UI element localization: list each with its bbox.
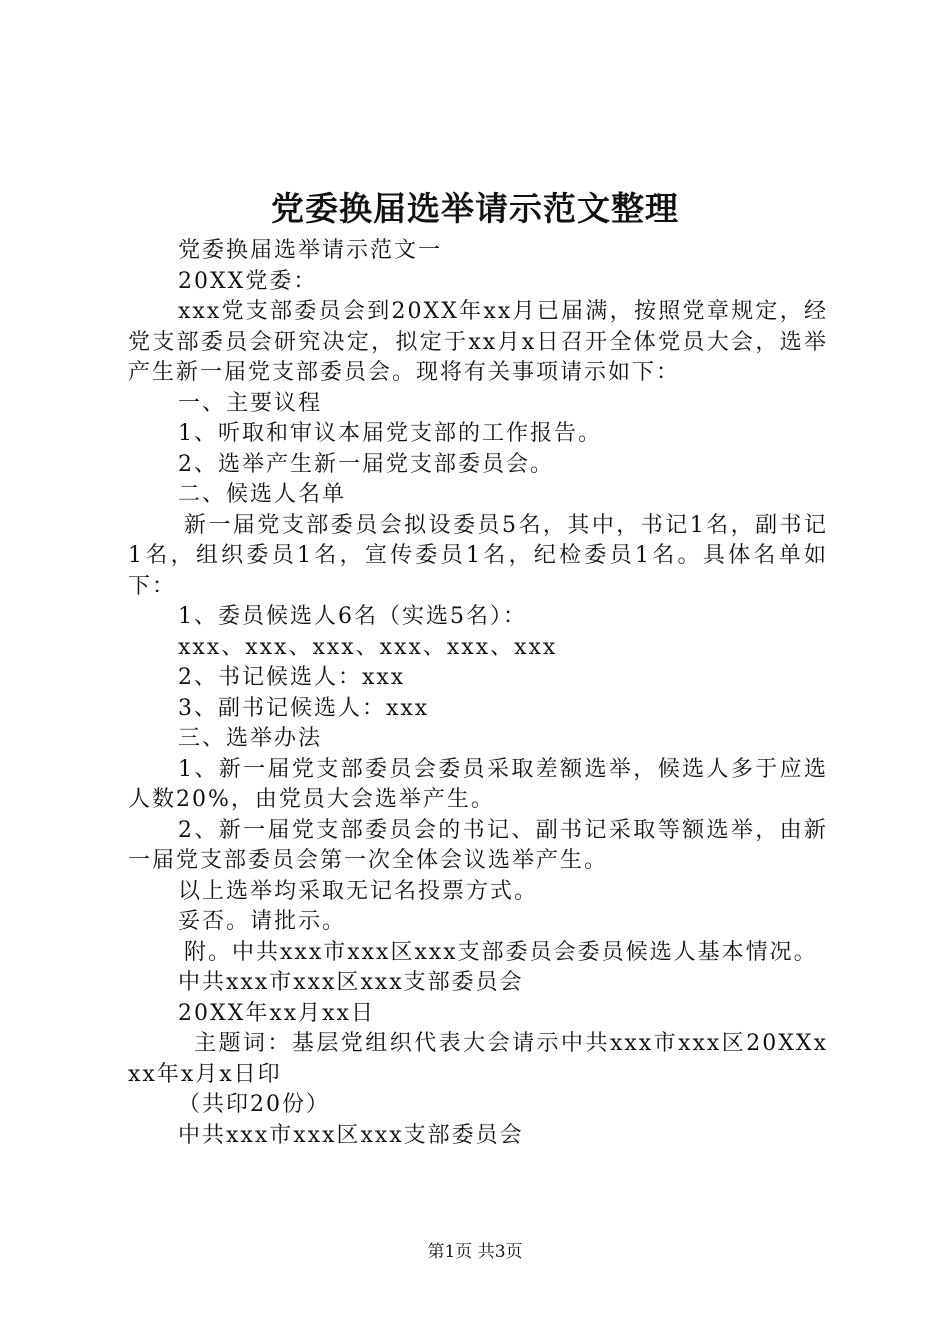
paragraph: 中共xxx市xxx区xxx支部委员会 [178,1122,524,1148]
paragraph: 2、新一届党支部委员会的书记、副书记采取等额选举，由新一届党支部委员会第一次全体会议选举产生。 [128,817,828,873]
paragraph: 20XX党委： [178,268,318,294]
paragraph: 主题词：基层党组织代表大会请示中共xxx市xxx区20XXxxx年x月x日印 [128,1031,828,1087]
paragraph: 二、候选人名单 [178,482,347,507]
paragraph: 20XX年xx月xx日 [178,1000,375,1026]
paragraph: 1、听取和审议本届党支部的工作报告。 [178,421,602,446]
paragraph: 党委换届选举请示范文一 [178,238,443,263]
paragraph: 3、副书记候选人：xxx [178,695,430,721]
paragraph: xxx、xxx、xxx、xxx、xxx、xxx [178,634,558,660]
page-footer: 第1页 共3页 [427,1242,523,1262]
paragraph: 新一届党支部委员会拟设委员5名，其中，书记1名，副书记1名，组织委员1名，宣传委员1名，纪检委员1名。具体名单如下： [128,512,828,599]
paragraph: 中共xxx市xxx区xxx支部委员会 [178,970,524,995]
paragraph: 以上选举均采取无记名投票方式。 [178,878,539,904]
paragraph: 妥否。请批示。 [178,909,347,934]
paragraph: 1、新一届党支部委员会委员采取差额选举，候选人多于应选人数20%，由党员大会选举产生。 [128,756,828,812]
paragraph: 三、选举办法 [178,726,323,751]
paragraph: 一、主要议程 [178,390,323,416]
paragraph: 2、选举产生新一届党支部委员会。 [178,451,554,477]
paragraph: 附。中共xxx市xxx区xxx支部委员会委员候选人基本情况。 [184,939,818,965]
paragraph: 2、书记候选人：xxx [178,665,406,690]
document-title: 党委换届选举请示范文整理 [271,189,679,228]
paragraph: （共印20份） [178,1092,330,1117]
paragraph: 1、委员候选人6名（实选5名）： [178,604,527,629]
paragraph: xxx党支部委员会到20XX年xx月已届满，按照党章规定，经党支部委员会研究决定，拟定于xx月x日召开全体党员大会，选举产生新一届党支部委员会。现将有关事项请示如下： [128,299,828,385]
document-body [128,236,828,1151]
